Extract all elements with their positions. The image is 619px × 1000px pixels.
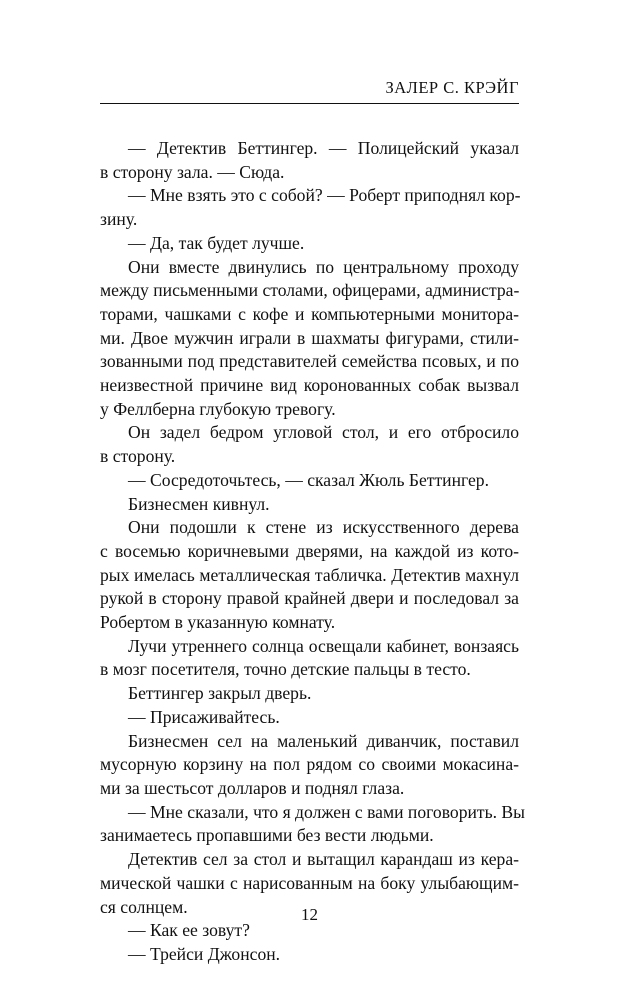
text-line: рых имелась металлическая табличка. Детектив махнул [100,564,519,585]
text-line: — Мне сказали, что я должен с вами поговорить. Вы [128,801,525,822]
text-line: Детектив сел за стол и вытащил карандаш из кера- [128,849,519,870]
text-line: Он задел бедром угловой стол, и его отбросило [128,422,519,443]
text-line: неизвестной причине вид коронованных собак вызвал [100,375,519,396]
text-line: Бизнесмен сел на маленький диванчик, поставил [128,730,519,751]
text-line: в сторону зала. — Сюда. [100,161,285,182]
text-line: Беттингер закрыл дверь. [128,683,312,704]
text-line: ся солнцем. [100,896,188,917]
text-line: мической чашки с нарисованным на боку улыбающим- [100,872,519,893]
paragraph [100,493,519,517]
text-line: зину. [100,209,138,230]
text-line: Они подошли к стене из искусственного дерева [128,517,519,538]
paragraph [100,421,519,468]
text-line: рукой в сторону правой крайней двери и последовал за [100,588,519,609]
text-line: — Как ее зовут? [128,920,250,941]
text-line: в мозг посетителя, точно детские пальцы в тесто. [100,659,471,680]
text-line: занимаетесь пропавшими без вести людьми. [100,825,434,846]
text-line: в сторону. [100,446,176,467]
text-line: у Феллберна глубокую тревогу. [100,398,336,419]
paragraph [100,801,525,848]
text-line: Бизнесмен кивнул. [128,493,270,514]
paragraph [100,232,519,256]
paragraph [100,682,519,706]
paragraph [100,469,519,493]
paragraph [100,256,519,422]
text-line: — Да, так будет лучше. [128,232,305,253]
paragraph [100,137,519,184]
text-line: — Детектив Беттингер. — Полицейский указал [128,138,519,158]
text-line: — Сосредоточьтесь, — сказал Жюль Беттингер. [128,469,489,490]
paragraph [100,706,519,730]
running-header-author: ЗАЛЕР С. КРЭЙГ [385,78,519,97]
text-line: Лучи утреннего солнца освещали кабинет, вонзаясь [128,635,519,656]
paragraph [100,730,519,801]
text-line: с восемью коричневыми дверями, на каждой из кото- [100,540,519,561]
body-text [100,137,525,967]
text-line: Робертом в указанную комнату. [100,612,336,633]
text-line: мусорную корзину на пол рядом со своими мокасина- [100,754,519,775]
paragraph [100,635,519,682]
text-line: ми за шестьсот долларов и поднял глаза. [100,777,405,798]
paragraph [100,943,519,967]
header-rule [100,103,519,104]
text-line: — Трейси Джонсон. [128,943,281,964]
text-line: — Мне взять это с собой? — Роберт приподнял кор- [128,185,521,206]
paragraph [100,184,519,231]
text-line: зованными под представителей семейства псовых, и по [100,351,519,372]
text-line: Они вместе двинулись по центральному проходу [128,256,519,277]
paragraph [100,516,519,635]
text-line: — Присаживайтесь. [128,706,280,727]
text-line: торами, чашками с кофе и компьютерными монитора- [100,303,519,324]
text-line: ми. Двое мужчин играли в шахматы фигурами, стили- [100,327,519,348]
text-line: между письменными столами, офицерами, администра- [100,280,520,301]
page-number: 12 [301,905,318,924]
